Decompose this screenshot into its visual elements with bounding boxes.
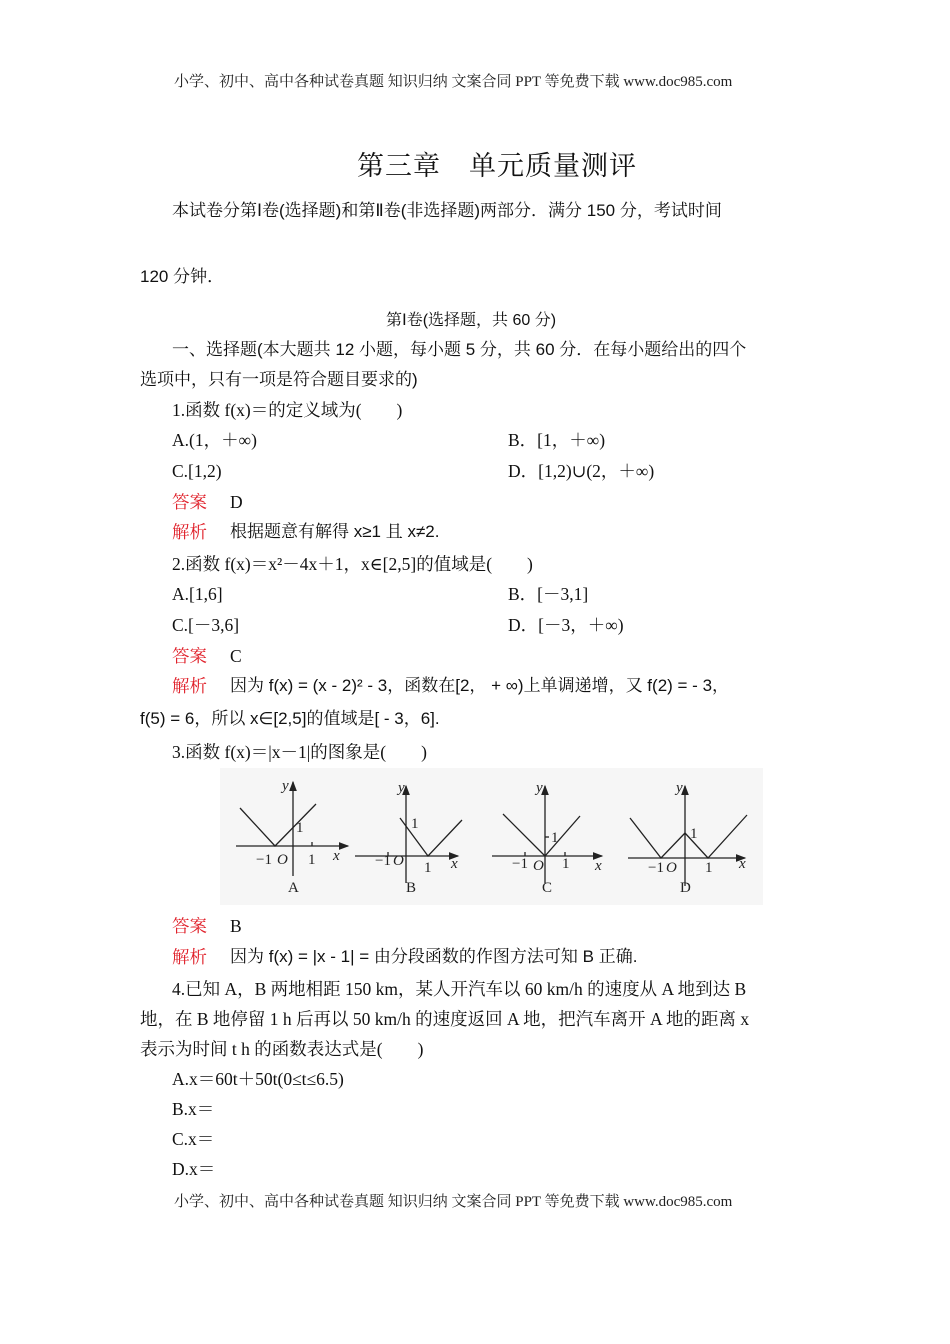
q2-analysis-line-2: f(5) = 6，所以 x∈[2,5]的值域是[ - 3，6]. [140, 709, 440, 728]
svg-text:x: x [739, 856, 746, 872]
q4-stem-line-1: 4.已知 A，B 两地相距 150 km，某人开汽车以 60 km/h 的速度从 A 地到达 B [172, 979, 747, 999]
page-footer: 小学、初中、高中各种试卷真题 知识归纳 文案合同 PPT 等免费下载 www.doc985.com [174, 1194, 733, 1210]
svg-text:y: y [398, 780, 405, 796]
svg-text:x: x [595, 858, 602, 874]
svg-text:y: y [536, 780, 543, 796]
intro-line-1: 本试卷分第Ⅰ卷(选择题)和第Ⅱ卷(非选择题)两部分．满分 150 分，考试时间 [172, 201, 722, 220]
q4-option-d: D.x＝ [172, 1159, 216, 1179]
svg-text:1: 1 [308, 852, 316, 868]
svg-text:O: O [533, 858, 544, 874]
q1-analysis-label: 解析 [172, 522, 207, 542]
graph-d-label: D [680, 880, 691, 896]
graph-a-y-label: y [282, 778, 289, 794]
q3-graph-panel [220, 768, 763, 905]
svg-text:1: 1 [562, 856, 570, 872]
q2-analysis-label: 解析 [172, 676, 207, 696]
q4-option-b: B.x＝ [172, 1099, 215, 1119]
svg-text:1: 1 [296, 820, 304, 836]
q4-stem-line-2: 地，在 B 地停留 1 h 后再以 50 km/h 的速度返回 A 地，把汽车离开 A 地的距离 x [140, 1009, 750, 1029]
svg-text:−1: −1 [375, 853, 391, 869]
svg-text:y: y [676, 780, 683, 796]
q2-option-a: A.[1,6] [172, 584, 223, 604]
q3-answer-value: B [230, 916, 242, 936]
q4-option-a: A.x＝60t＋50t(0≤t≤6.5) [172, 1069, 344, 1089]
svg-text:1: 1 [551, 830, 559, 846]
q3-analysis-text: 因为 f(x) = |x - 1| = 由分段函数的作图方法可知 B 正确. [230, 947, 638, 966]
q1-analysis-text: 根据题意有解得 x≥1 且 x≠2. [230, 522, 440, 541]
graph-b-label: B [406, 880, 417, 896]
svg-text:1: 1 [411, 816, 419, 832]
q3-analysis-label: 解析 [172, 947, 207, 967]
section1-line-1: 一、选择题(本大题共 12 小题，每小题 5 分，共 60 分．在每小题给出的四个 [172, 340, 747, 359]
q1-option-c: C.[1,2) [172, 461, 222, 481]
svg-text:−1: −1 [512, 856, 528, 872]
svg-text:x: x [451, 856, 458, 872]
q2-analysis-line-1: 因为 f(x) = (x - 2)² - 3，函数在[2， + ∞)上单调递增，又 f(2) = - 3， [230, 676, 730, 695]
svg-text:x: x [333, 848, 340, 864]
svg-text:−1: −1 [256, 852, 272, 868]
q2-option-d: D．[－3，＋∞) [508, 615, 624, 635]
q2-option-c: C.[－3,6] [172, 615, 240, 635]
q1-answer-value: D [230, 492, 243, 512]
q4-stem-line-3: 表示为时间 t h 的函数表达式是( ) [140, 1039, 424, 1059]
q1-option-a: A.(1，＋∞) [172, 430, 257, 450]
svg-text:1: 1 [690, 826, 698, 842]
graph-a-label: A [288, 880, 299, 896]
q1-stem: 1.函数 f(x)＝的定义域为( ) [172, 400, 403, 420]
q2-answer-value: C [230, 646, 242, 666]
svg-text:1: 1 [424, 860, 432, 876]
graph-c-label: C [542, 880, 553, 896]
q2-answer-label: 答案 [172, 646, 207, 666]
q1-option-b: B．[1，＋∞) [508, 430, 606, 450]
section1-line-2: 选项中，只有一项是符合题目要求的) [140, 370, 418, 389]
q1-option-d: D．[1,2)∪(2，＋∞) [508, 461, 655, 481]
page-title: 第三章 单元质量测评 [357, 151, 637, 181]
q3-graphs-figure [220, 768, 763, 905]
intro-line-2: 120 分钟． [140, 267, 225, 286]
q3-stem: 3.函数 f(x)＝|x－1|的图象是( ) [172, 742, 427, 762]
svg-text:O: O [393, 853, 404, 869]
svg-text:O: O [666, 860, 677, 876]
page-header: 小学、初中、高中各种试卷真题 知识归纳 文案合同 PPT 等免费下载 www.doc985.com [174, 74, 733, 90]
q2-stem: 2.函数 f(x)＝x²－4x＋1，x∈[2,5]的值域是( ) [172, 554, 533, 574]
q1-answer-label: 答案 [172, 492, 207, 512]
svg-text:1: 1 [705, 860, 713, 876]
part1-heading: 第Ⅰ卷(选择题，共 60 分) [386, 312, 557, 329]
q3-answer-label: 答案 [172, 916, 207, 936]
svg-text:−1: −1 [648, 860, 664, 876]
svg-text:O: O [277, 852, 288, 868]
q2-option-b: B．[－3,1] [508, 584, 589, 604]
q4-option-c: C.x＝ [172, 1129, 215, 1149]
